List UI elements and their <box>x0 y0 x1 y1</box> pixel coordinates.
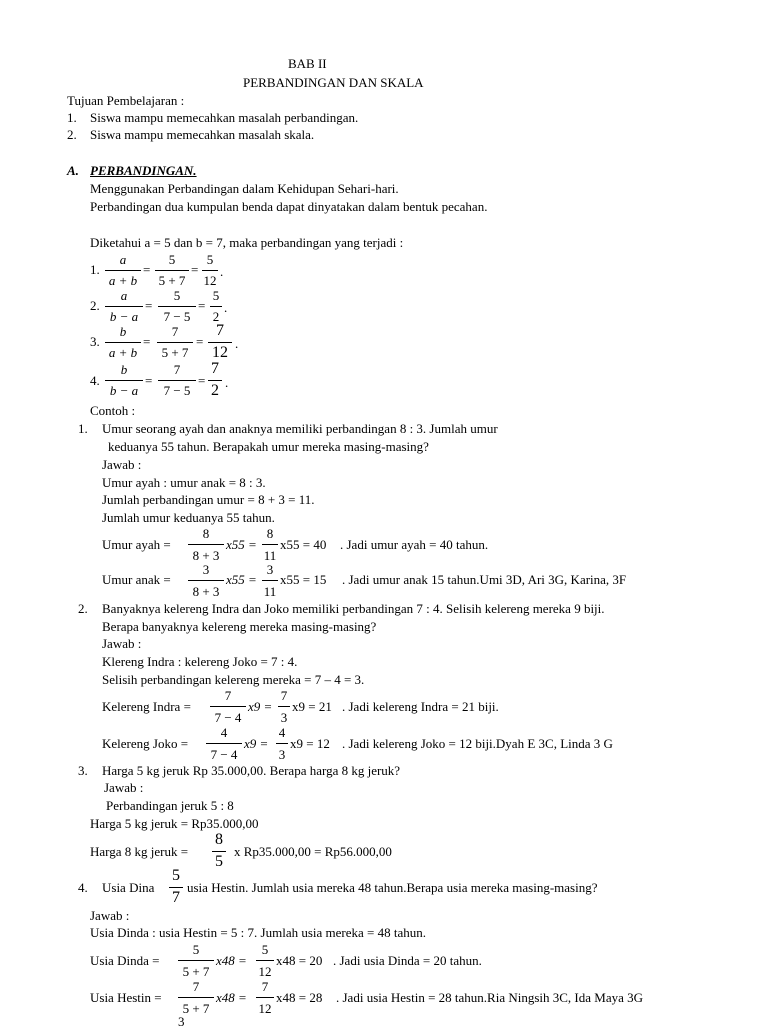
chapter-title: PERBANDINGAN DAN SKALA <box>243 75 424 90</box>
conclusion: . Jadi usia Hestin = 28 tahun.Ria Ningsih 3C, Ida Maya 3G <box>336 990 644 1005</box>
denominator: 7 <box>172 889 180 906</box>
objective-number: 1. <box>67 110 77 125</box>
example-number: 1. <box>78 421 88 436</box>
objective-number: 2. <box>67 127 77 142</box>
numerator: 5 <box>206 252 214 267</box>
fraction <box>208 361 222 399</box>
fraction-bar <box>157 342 193 343</box>
denominator: a + b <box>108 273 138 288</box>
conclusion: . Jadi umur anak 15 tahun.Umi 3D, Ari 3G, Karina, 3F <box>342 572 627 587</box>
equals-sign: = <box>145 373 153 388</box>
equation-lead: Usia Hestin = <box>90 990 162 1005</box>
numerator: 3 <box>202 562 210 577</box>
numerator: 7 <box>224 688 232 703</box>
example-question: Harga 5 kg jeruk Rp 35.000,00. Berapa harga 8 kg jeruk? <box>102 763 401 778</box>
fraction <box>158 289 196 323</box>
section-title: PERBANDINGAN. <box>90 163 197 178</box>
fraction <box>105 253 141 287</box>
denominator: 12 <box>258 1001 272 1016</box>
numerator: 7 <box>211 360 219 377</box>
conclusion: . Jadi kelereng Indra = 21 biji. <box>342 699 499 714</box>
objective-text: Siswa mampu memecahkan masalah perbandingan. <box>90 110 359 125</box>
period: . <box>224 300 228 315</box>
denominator: 11 <box>263 548 277 563</box>
denominator: a + b <box>108 345 138 360</box>
result: x48 = 28 <box>276 990 323 1005</box>
chapter-label: BAB II <box>288 56 327 71</box>
denominator: 7 − 4 <box>214 710 242 725</box>
multiplier: x48 = <box>216 990 247 1005</box>
numerator: b <box>120 362 128 377</box>
period: . <box>235 336 239 351</box>
objective-text: Siswa mampu memecahkan masalah skala. <box>90 127 315 142</box>
denominator: 12 <box>212 344 228 361</box>
examples-label: Contoh : <box>90 403 136 418</box>
fraction-bar <box>208 380 222 381</box>
multiplier: x55 = <box>226 572 257 587</box>
denominator: 12 <box>203 273 217 288</box>
numerator: 4 <box>278 725 286 740</box>
fraction-bar <box>206 743 242 744</box>
fraction <box>105 325 141 359</box>
fraction-bar <box>188 580 224 581</box>
numerator: 5 <box>192 942 200 957</box>
example-number: 2. <box>78 601 88 616</box>
denominator: 5 + 7 <box>161 345 189 360</box>
numerator: 8 <box>202 526 210 541</box>
fraction <box>208 323 232 361</box>
numerator: 7 <box>192 979 200 994</box>
numerator: 5 <box>168 252 176 267</box>
numerator: 7 <box>173 362 181 377</box>
multiplier: x55 = <box>226 537 257 552</box>
fraction <box>178 943 214 978</box>
solution-line: Perbandingan jeruk 5 : 8 <box>106 798 234 813</box>
equals-sign: = <box>198 373 206 388</box>
fraction-bar <box>188 544 224 545</box>
denominator: b − a <box>109 309 139 324</box>
example-question: keduanya 55 tahun. Berapakah umur mereka masing-masing? <box>108 439 429 454</box>
fraction <box>105 363 143 397</box>
answer-label: Jawab : <box>102 457 142 472</box>
denominator: 12 <box>258 964 272 979</box>
solution-line: Jumlah perbandingan umur = 8 + 3 = 11. <box>102 492 315 507</box>
fraction-bar <box>262 580 278 581</box>
answer-label: Jawab : <box>90 908 130 923</box>
example-question: usia Hestin. Jumlah usia mereka 48 tahun.Berapa usia mereka masing-masing? <box>187 880 598 895</box>
solution-line: Selisih perbandingan kelereng mereka = 7 – 4 = 3. <box>102 672 365 687</box>
solution-line: Umur ayah : umur anak = 8 : 3. <box>102 475 266 490</box>
result: x9 = 21 <box>292 699 332 714</box>
numerator: 7 <box>171 324 179 339</box>
formula-number: 4. <box>90 373 100 388</box>
equals-sign: = <box>143 334 151 349</box>
numerator: 3 <box>266 562 274 577</box>
fraction-bar <box>212 851 226 852</box>
equation-lead: Kelereng Indra = <box>102 699 191 714</box>
equation-lead: Umur anak = <box>102 572 171 587</box>
denominator: 8 + 3 <box>192 584 220 599</box>
denominator: 8 + 3 <box>192 548 220 563</box>
denominator: 2 <box>211 382 219 399</box>
fraction-bar <box>278 706 290 707</box>
formula-number: 2. <box>90 298 100 313</box>
fraction-bar <box>256 960 274 961</box>
fraction-bar <box>210 706 246 707</box>
numerator: 7 <box>280 688 288 703</box>
solution-line: Jumlah umur keduanya 55 tahun. <box>102 510 275 525</box>
example-question: Umur seorang ayah dan anaknya memiliki perbandingan 8 : 3. Jumlah umur <box>102 421 498 436</box>
equals-sign: = <box>145 298 153 313</box>
fraction-bar <box>178 997 214 998</box>
numerator: 5 <box>172 867 180 884</box>
numerator: 5 <box>261 942 269 957</box>
example-question: Berapa banyaknya kelereng mereka masing-masing? <box>102 619 377 634</box>
fraction-bar <box>262 544 278 545</box>
fraction <box>278 689 290 724</box>
conclusion: . Jadi usia Dinda = 20 tahun. <box>333 953 482 968</box>
fraction-bar <box>169 887 183 888</box>
equation-lead: Kelereng Joko = <box>102 736 189 751</box>
fraction <box>276 726 288 761</box>
period: . <box>225 375 229 390</box>
multiplier: x9 = <box>248 699 273 714</box>
numerator: 7 <box>216 322 224 339</box>
equals-sign: = <box>198 298 206 313</box>
equation-lead: Harga 8 kg jeruk = <box>90 844 189 859</box>
fraction-bar <box>158 380 196 381</box>
period: . <box>220 264 224 279</box>
fraction <box>202 253 218 287</box>
denominator: 5 + 7 <box>182 1001 210 1016</box>
fraction <box>210 289 222 323</box>
section-intro: Menggunakan Perbandingan dalam Kehidupan Sehari-hari. <box>90 181 399 196</box>
equals-sign: = <box>196 334 204 349</box>
fraction <box>206 726 242 761</box>
numerator: a <box>119 252 127 267</box>
conclusion: . Jadi umur ayah = 40 tahun. <box>340 537 489 552</box>
conclusion: x Rp35.000,00 = Rp56.000,00 <box>234 844 392 859</box>
denominator: 2 <box>212 309 220 324</box>
denominator: 5 + 7 <box>182 964 210 979</box>
denominator: 7 − 4 <box>210 747 238 762</box>
multiplier: x9 = <box>244 736 269 751</box>
formula-number: 1. <box>90 262 100 277</box>
fraction-bar <box>158 306 196 307</box>
fraction-bar <box>178 960 214 961</box>
multiplier: x48 = <box>216 953 247 968</box>
denominator: 5 + 7 <box>158 273 186 288</box>
equation-lead: Usia Dinda = <box>90 953 160 968</box>
answer-label: Jawab : <box>104 780 144 795</box>
denominator: 5 <box>215 853 223 870</box>
result: x9 = 12 <box>290 736 330 751</box>
denominator: 11 <box>263 584 277 599</box>
numerator: 5 <box>212 288 220 303</box>
numerator: 7 <box>261 979 269 994</box>
fraction <box>157 325 193 359</box>
fraction <box>256 980 274 1015</box>
equals-sign: = <box>191 262 199 277</box>
equals-sign: = <box>143 262 151 277</box>
fraction-bar <box>202 270 218 271</box>
denominator: 3 <box>280 710 288 725</box>
equation-lead: Umur ayah = <box>102 537 171 552</box>
fraction <box>262 527 278 562</box>
example-number: 3. <box>78 763 88 778</box>
example-number: 4. <box>78 880 88 895</box>
section-marker: A. <box>67 163 79 178</box>
fraction <box>105 289 143 323</box>
fraction <box>169 868 183 906</box>
fraction <box>188 527 224 562</box>
fraction-bar <box>105 270 141 271</box>
fraction <box>158 363 196 397</box>
fraction-bar <box>155 270 189 271</box>
fraction-bar <box>105 306 143 307</box>
fraction <box>188 563 224 598</box>
fraction-bar <box>276 743 288 744</box>
fraction <box>210 689 246 724</box>
numerator: a <box>120 288 128 303</box>
formula-number: 3. <box>90 334 100 349</box>
result: x55 = 40 <box>280 537 327 552</box>
fraction-bar <box>105 380 143 381</box>
solution-line: Klereng Indra : kelereng Joko = 7 : 4. <box>102 654 298 669</box>
fraction <box>155 253 189 287</box>
solution-line: Harga 5 kg jeruk = Rp35.000,00 <box>90 816 259 831</box>
fraction <box>256 943 274 978</box>
cut-off-digit: 3 <box>178 1014 185 1029</box>
denominator: 3 <box>278 747 286 762</box>
fraction-bar <box>210 306 222 307</box>
denominator: b − a <box>109 383 139 398</box>
section-intro: Perbandingan dua kumpulan benda dapat dinyatakan dalam bentuk pecahan. <box>90 199 488 214</box>
numerator: 5 <box>173 288 181 303</box>
numerator: 8 <box>266 526 274 541</box>
fraction-bar <box>256 997 274 998</box>
numerator: 8 <box>215 831 223 848</box>
fraction-bar <box>208 342 232 343</box>
objectives-heading: Tujuan Pembelajaran : <box>67 93 185 108</box>
answer-label: Jawab : <box>102 636 142 651</box>
result: x48 = 20 <box>276 953 323 968</box>
denominator: 7 − 5 <box>163 383 191 398</box>
example-question: Usia Dina <box>102 880 155 895</box>
fraction-bar <box>105 342 141 343</box>
fraction <box>178 980 214 1015</box>
fraction <box>212 832 226 870</box>
numerator: 4 <box>220 725 228 740</box>
numerator: b <box>119 324 127 339</box>
result: x55 = 15 <box>280 572 327 587</box>
given-values: Diketahui a = 5 dan b = 7, maka perbandingan yang terjadi : <box>90 235 404 250</box>
solution-line: Usia Dinda : usia Hestin = 5 : 7. Jumlah usia mereka = 48 tahun. <box>90 925 426 940</box>
conclusion: . Jadi kelereng Joko = 12 biji.Dyah E 3C, Linda 3 G <box>342 736 613 751</box>
denominator: 7 − 5 <box>163 309 191 324</box>
fraction <box>262 563 278 598</box>
example-question: Banyaknya kelereng Indra dan Joko memiliki perbandingan 7 : 4. Selisih kelereng mereka 9 biji. <box>102 601 605 616</box>
